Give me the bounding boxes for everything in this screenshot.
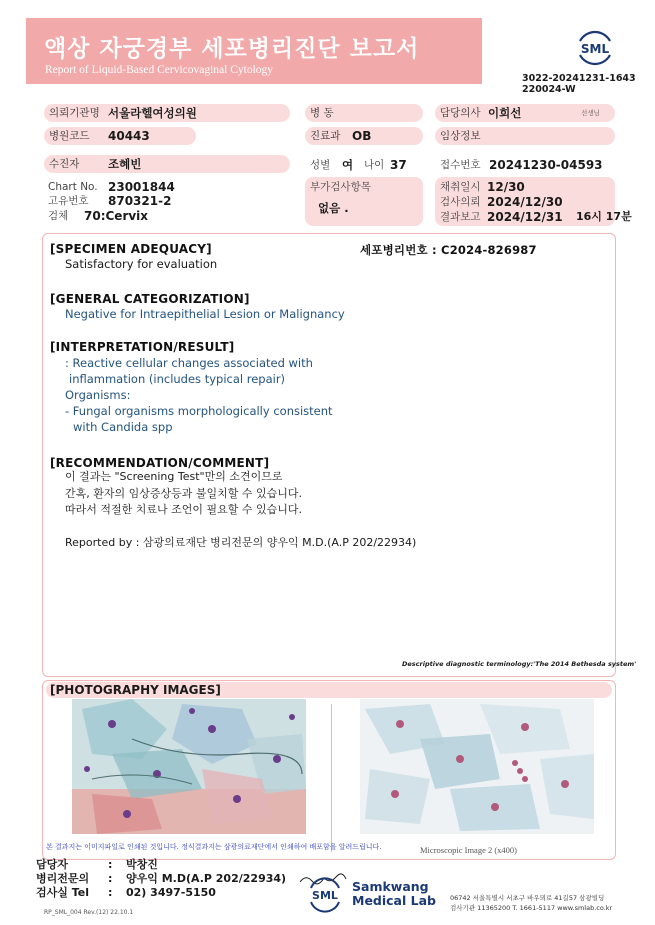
chart-label: Chart No. [48,181,98,193]
collect-label: 채취일시 [440,181,481,193]
specimen-value: 70:Cervix [84,209,149,223]
logo-text: SML [580,42,610,56]
company-address [450,893,612,913]
request-label: 검사의뢰 [440,196,481,208]
manager-value: 박창진 [126,858,158,871]
receipt-label: 접수번호 [440,159,481,171]
sex-value: 여 [342,158,354,172]
lab-tel-colon: : [108,886,113,899]
sml-logo-icon [306,876,344,914]
sex-label: 성별 [310,159,331,171]
pathologist-value: 양우익 M.D(A.P 202/22934) [126,872,287,885]
age-value: 37 [390,158,407,172]
manager-colon: : [108,858,113,871]
report-subtitle: Report of Liquid-Based Cervicovaginal Cytology [45,64,274,76]
unique-value: 870321-2 [108,194,172,208]
result-label: 결과보고 [440,211,481,223]
patient-label: 수진자 [44,155,290,173]
interpretation-line: with Candida spp [73,420,173,434]
specimen-label: 검체 [48,210,69,222]
age-label: 나이 [364,159,385,171]
interpretation-heading: [INTERPRETATION/RESULT] [50,340,235,354]
address-line1: 06742 서울특별시 서초구 바우뫼로 41길57 삼광빌딩 [450,894,605,902]
request-value: 2024/12/30 [487,195,563,209]
interpretation-line: - Fungal organisms morphologically consistent [65,404,333,418]
doctor-label: 담당의사 [435,104,615,122]
report-title: 액상 자궁경부 세포병리진단 보고서 [44,36,420,62]
report-id-line1: 3022-20241231-1643 [522,73,636,84]
brand-name [352,880,436,908]
sml-logo-icon [574,27,616,69]
report-id [522,73,636,95]
microscopic-image-2[interactable] [360,699,594,834]
patient-value: 조혜빈 [108,157,142,171]
general-heading: [GENERAL CATEGORIZATION] [50,292,250,306]
receipt-value: 20241230-04593 [489,158,603,172]
pathologist-colon: : [108,872,113,885]
adequacy-heading: [SPECIMEN ADEQUACY] [50,242,212,256]
photo-divider [331,704,332,852]
lab-tel-label: 검사실 Tel [36,886,89,899]
additional-label: 부가검사항목 [310,181,371,193]
unique-label: 고유번호 [48,195,89,207]
cytology-number: 세포병리번호 : C2024-826987 [360,243,537,257]
additional-value: 없음 . [318,201,349,215]
print-notice: 본 결과지는 이미지파일로 인쇄된 것입니다. 정식결과지는 삼광의료재단에서 인쇄하여 배포함을 알려드립니다. [46,843,382,851]
image2-caption: Microscopic Image 2 (x400) [420,845,518,855]
report-id-line2: 220024-W [522,84,576,95]
collect-value: 12/30 [487,180,525,194]
result-value: 2024/12/31 [487,210,563,224]
microscopic-image-1[interactable] [72,699,306,834]
recommendation-line: 이 결과는 "Screening Test"만의 소견이므로 [65,470,283,483]
general-text: Negative for Intraepithelial Lesion or Malignancy [65,307,345,321]
ward-label: 병 동 [305,104,423,122]
terminology-note: Descriptive diagnostic terminology:'The 2014 Bethesda system' [402,660,637,668]
reported-by: Reported by : 삼광의료재단 병리전문의 양우익 M.D.(A.P 202/22934) [65,536,417,549]
recommendation-line: 따라서 적절한 치료나 조언이 필요할 수 있습니다. [65,503,302,516]
brand-line1: Samkwang [352,879,429,894]
manager-label: 담당자 [36,858,68,871]
department-label: 진료과 [305,127,423,145]
hospital-code-label: 병원코드 [44,127,196,145]
photo-title: [PHOTOGRAPHY IMAGES] [50,683,221,697]
doctor-value: 이희선 [488,106,522,120]
adequacy-text: Satisfactory for evaluation [65,257,218,271]
institution-value: 서울라헬여성의원 [108,106,197,120]
chart-value: 23001844 [108,180,175,194]
address-line2: 검사기관 11365200 T. 1661-5117 www.smlab.co.kr [450,904,613,912]
doctor-suffix: 선생님 [581,109,600,117]
recommendation-heading: [RECOMMENDATION/COMMENT] [50,456,270,470]
institution-label: 의뢰기관명 [44,104,290,122]
interpretation-line: Organisms: [65,388,131,402]
logo-text: SML [312,889,338,902]
clinical-info-label: 임상정보 [435,127,615,145]
interpretation-line: inflammation (includes typical repair) [69,372,286,386]
lab-tel-value: 02) 3497-5150 [126,886,216,899]
department-value: OB [352,129,372,143]
brand-line2: Medical Lab [352,893,436,908]
interpretation-line: : Reactive cellular changes associated with [65,356,313,370]
pathologist-label: 병리전문의 [36,872,90,885]
result-time: 16시 17분 [576,210,632,223]
form-code: RP_SML_004 Rev.(12) 22.10.1 [44,909,134,916]
hospital-code-value: 40443 [108,129,150,143]
recommendation-line: 간혹, 환자의 임상증상등과 불일치할 수 있습니다. [65,487,302,500]
